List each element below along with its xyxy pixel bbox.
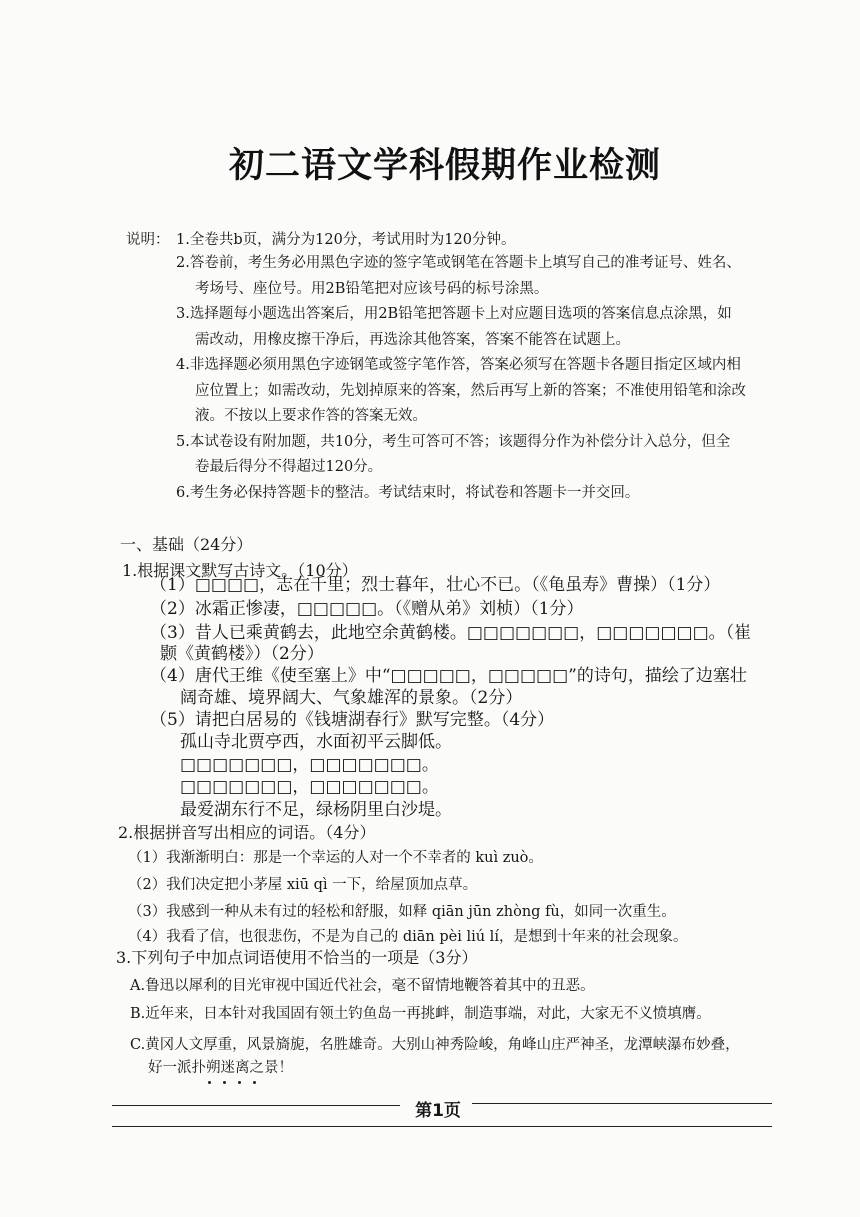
question-stem: 1.根据课文默写古诗文。（10分）	[122, 561, 358, 580]
instruction-line: 3.选择题每小题选出答案后，用2B铅笔把答题卡上对应题目选项的答案信息点涂黑，如	[176, 306, 732, 322]
question-stem: 2.根据拼音写出相应的词语。（4分）	[118, 823, 376, 842]
instructions-label: 说明：	[126, 232, 170, 248]
poem-line: □□□□□□□，□□□□□□□。	[180, 755, 439, 775]
question-line: （4）我看了信，也很悲伤，不是为自己的 diān pèi liú lí，是想到十年来的社会现象。	[128, 929, 688, 945]
option-b: B.近年来，日本针对我国固有领土钓鱼岛一再挑衅，制造事端，对此，大家无不义愤填膺。	[130, 1006, 711, 1022]
question-line: （3）昔人已乘黄鹤去，此地空余黄鹤楼。□□□□□□□，□□□□□□□。（崔	[150, 623, 752, 643]
option-c: C.黄冈人文厚重，风景旖旎，名胜雄奇。大别山神秀险峻，角峰山庄严神圣，龙潭峡瀑布妙叠，	[130, 1037, 740, 1053]
emphasis-dot	[238, 1081, 241, 1084]
instruction-line: 4.非选择题必须用黑色字迹钢笔或签字笔作答，答案必须写在答题卡各题目指定区域内相	[176, 357, 741, 373]
emphasis-dot	[223, 1081, 226, 1084]
instruction-line: 考场号、座位号。用2B铅笔把对应该号码的标号涂黑。	[195, 281, 549, 297]
question-line: （2）冰霜正惨凄，□□□□□。（《赠从弟》刘桢）（1分）	[150, 599, 584, 619]
footer-rule-right	[472, 1103, 772, 1104]
question-line: 阔奇雄、境界阔大、气象雄浑的景象。（2分）	[180, 688, 523, 708]
instruction-line: 液。不按以上要求作答的答案无效。	[195, 408, 427, 424]
instruction-line: 6.考生务必保持答题卡的整洁。考试结束时，将试卷和答题卡一并交回。	[176, 485, 640, 501]
question-stem: 3.下列句子中加点词语使用不恰当的一项是（3分）	[116, 948, 478, 967]
page-number: 第1页	[415, 1101, 461, 1121]
question-line: （1）□□□□，志在千里；烈士暮年，壮心不已。（《龟虽寿》曹操）（1分）	[150, 575, 721, 595]
question-line: （5）请把白居易的《钱塘湖春行》默写完整。（4分）	[150, 710, 555, 730]
poem-line: 孤山寺北贾亭西，水面初平云脚低。	[180, 732, 452, 752]
question-line: （1）我渐渐明白：那是一个幸运的人对一个不幸者的 kuì zuò。	[128, 850, 543, 866]
option-c-continued: 好一派扑朔迷离之景！	[148, 1060, 293, 1076]
instruction-line: 卷最后得分不得超过120分。	[195, 459, 383, 475]
instruction-line: 应位置上；如需改动，先划掉原来的答案，然后再写上新的答案；不准使用铅笔和涂改	[195, 383, 746, 399]
instruction-line: 5.本试卷设有附加题，共10分，考生可答可不答；该题得分作为补偿分计入总分，但全	[176, 434, 731, 450]
section-heading: 一、基础（24分）	[120, 535, 253, 554]
instruction-line: 1.全卷共b页，满分为120分，考试用时为120分钟。	[176, 232, 516, 248]
instruction-line: 2.答卷前，考生务必用黑色字迹的签字笔或钢笔在答题卡上填写自己的准考证号、姓名、	[176, 255, 741, 271]
question-line: （3）我感到一种从未有过的轻松和舒服，如释 qiān jūn zhòng fù，如同一次重生。	[128, 904, 676, 920]
question-line: 颢《黄鹤楼》）（2分）	[160, 644, 324, 664]
option-a: A.鲁迅以犀利的目光审视中国近代社会，毫不留情地鞭答着其中的丑恶。	[130, 978, 595, 994]
question-line: （4）唐代王维《使至塞上》中“□□□□□，□□□□□”的诗句，描绘了边塞壮	[150, 666, 747, 686]
footer-rule-left	[112, 1105, 400, 1106]
poem-line: □□□□□□□，□□□□□□□。	[180, 777, 439, 797]
poem-line: 最爱湖东行不足，绿杨阴里白沙堤。	[180, 800, 452, 820]
footer-rule-bottom	[112, 1126, 772, 1127]
emphasis-dot	[253, 1081, 256, 1084]
question-line: （2）我们决定把小茅屋 xiū qì 一下，给屋顶加点草。	[128, 877, 478, 893]
emphasis-dot	[208, 1081, 211, 1084]
instruction-line: 需改动，用橡皮擦干净后，再选涂其他答案，答案不能答在试题上。	[195, 332, 630, 348]
exam-title: 初二语文学科假期作业检测	[228, 146, 661, 186]
